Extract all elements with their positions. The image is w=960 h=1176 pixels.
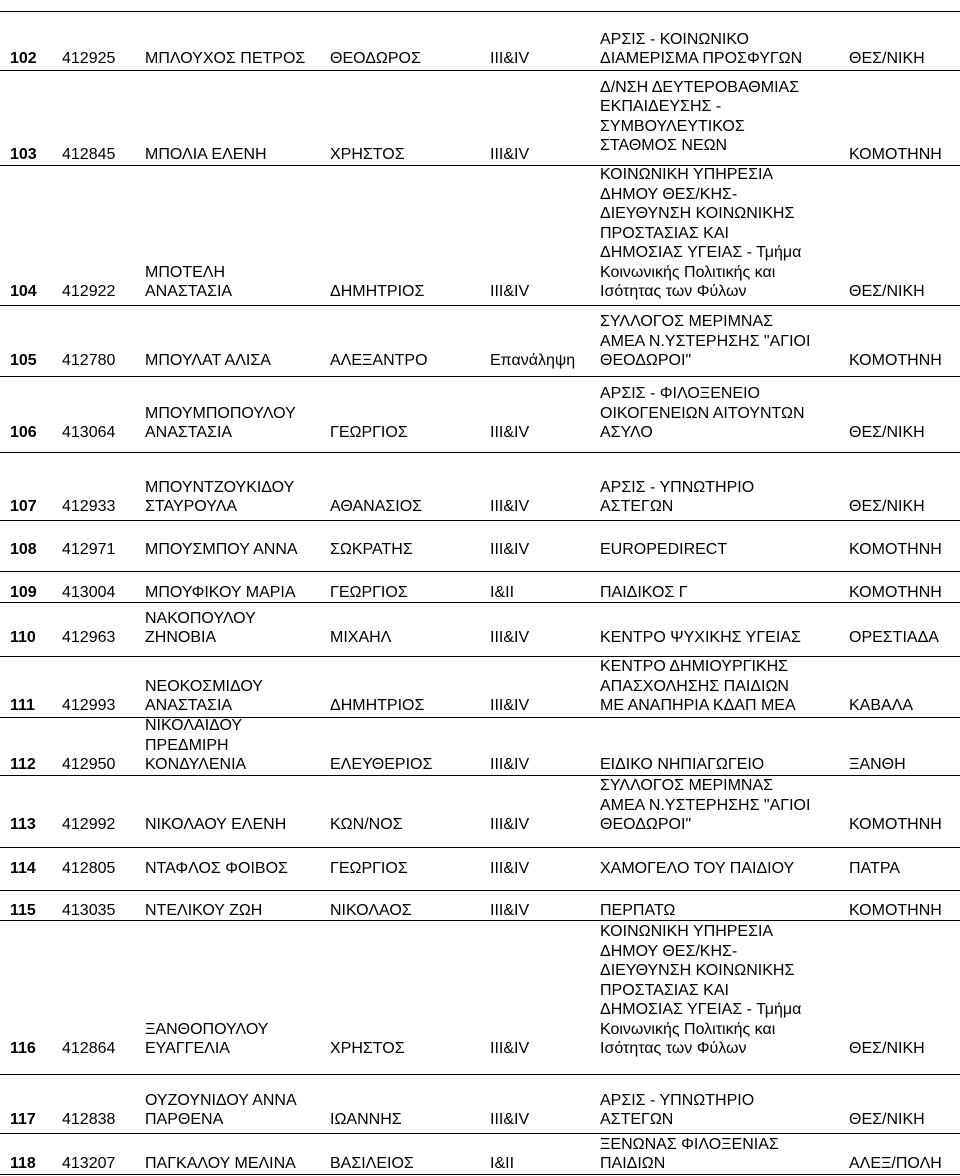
semester: Επανάληψη — [490, 352, 576, 370]
semester: III&IV — [490, 697, 530, 715]
text-line: ΣΤΑΘΜΟΣ ΝΕΩΝ — [600, 137, 728, 155]
placement-organization — [600, 1091, 754, 1130]
student-name — [145, 478, 294, 517]
semester: III&IV — [490, 860, 530, 878]
text-line: ΑΝΑΣΤΑΣΙΑ — [145, 424, 233, 442]
text-line: ΟΙΚΟΓΕΝΕΙΩΝ ΑΙΤΟΥΝΤΩΝ — [600, 404, 805, 422]
student-name: ΝΤΕΛΙΚΟΥ ΖΩΗ — [145, 902, 263, 920]
father-name: ΧΡΗΣΤΟΣ — [330, 1040, 405, 1058]
student-id: 412971 — [62, 541, 116, 559]
placement-city: ΚΟΜΟΤΗΝΗ — [849, 584, 942, 602]
text-line: ΘΕΟΔΩΡΟΙ" — [600, 816, 692, 834]
placement-organization — [600, 657, 796, 716]
table-row — [0, 602, 960, 656]
student-name — [145, 263, 232, 302]
student-id: 412925 — [62, 50, 116, 68]
text-line: ΟΥΖΟΥΝΙΔΟΥ ΑΝΝΑ — [145, 1091, 297, 1109]
placement-city: ΑΛΕΞ/ΠΟΛΗ — [849, 1155, 942, 1173]
table-row — [0, 890, 960, 920]
student-name — [145, 716, 246, 775]
semester: III&IV — [490, 902, 530, 920]
text-line: ΑΡΣΙΣ - ΥΠΝΩΤΗΡΙΟ — [600, 1091, 755, 1109]
placement-city: ΘΕΣ/ΝΙΚΗ — [849, 1111, 925, 1129]
student-id: 412993 — [62, 697, 116, 715]
text-line: ΑΜΕΑ Ν.ΥΣΤΕΡΗΣΗΣ "ΑΓΙΟΙ — [600, 332, 811, 350]
student-name: ΠΑΓΚΑΛΟΥ ΜΕΛΙΝΑ — [145, 1155, 296, 1173]
row-number: 104 — [10, 283, 37, 301]
text-line: ΠΡΕΔΜΙΡΗ — [145, 736, 229, 754]
placement-organization — [600, 776, 810, 835]
student-id: 412780 — [62, 352, 116, 370]
row-number: 117 — [10, 1111, 36, 1129]
semester: III&IV — [490, 50, 530, 68]
text-line: Κοινωνικής Πολιτικής και — [600, 1020, 776, 1038]
semester: III&IV — [490, 1111, 530, 1129]
text-line: ΝΕΟΚΟΣΜΙΔΟΥ — [145, 677, 263, 695]
text-line: ΝΙΚΟΛΑΙΔΟΥ — [145, 717, 243, 735]
text-line: ΕΥΑΓΓΕΛΙΑ — [145, 1040, 230, 1058]
text-line: ΑΣΤΕΓΩΝ — [600, 1111, 674, 1129]
student-id: 412963 — [62, 629, 116, 647]
table-row — [0, 165, 960, 305]
student-name: ΝΤΑΦΛΟΣ ΦΟΙΒΟΣ — [145, 860, 288, 878]
text-line: ΠΡΟΣΤΑΣΙΑΣ ΚΑΙ — [600, 981, 729, 999]
text-line: ΘΕΟΔΩΡΟΙ" — [600, 352, 692, 370]
father-name: ΔΗΜΗΤΡΙΟΣ — [330, 697, 425, 715]
placement-organization — [600, 78, 799, 156]
father-name: ΧΡΗΣΤΟΣ — [330, 146, 405, 164]
father-name: ΓΕΩΡΓΙΟΣ — [330, 860, 408, 878]
text-line: ΑΣΤΕΓΩΝ — [600, 498, 674, 516]
text-line: ΔΗΜΟΣΙΑΣ ΥΓΕΙΑΣ - Τμήμα — [600, 244, 802, 262]
text-line: ΣΥΛΛΟΓΟΣ ΜΕΡΙΜΝΑΣ — [600, 777, 774, 795]
student-name: ΜΠΟΥΛΑΤ ΑΛΙΣΑ — [145, 352, 271, 370]
table-row — [0, 920, 960, 1074]
father-name: ΓΕΩΡΓΙΟΣ — [330, 584, 408, 602]
table-row — [0, 775, 960, 847]
table-row — [0, 571, 960, 602]
row-number: 118 — [10, 1155, 36, 1173]
placement-city: ΠΑΤΡΑ — [849, 860, 900, 878]
placement-organization — [600, 922, 801, 1059]
semester: III&IV — [490, 816, 530, 834]
text-line: Ισότητας των Φύλων — [600, 1040, 747, 1058]
student-name: ΝΙΚΟΛΑΟΥ ΕΛΕΝΗ — [145, 816, 287, 834]
student-name: ΜΠΛΟΥΧΟΣ ΠΕΤΡΟΣ — [145, 50, 306, 68]
text-line: ΑΜΕΑ Ν.ΥΣΤΕΡΗΣΗΣ "ΑΓΙΟΙ — [600, 796, 811, 814]
placement-city: ΞΑΝΘΗ — [849, 756, 906, 774]
row-number: 114 — [10, 860, 36, 878]
table-row — [0, 305, 960, 376]
student-name — [145, 404, 296, 443]
row-number: 109 — [10, 584, 37, 602]
student-id: 412864 — [62, 1040, 116, 1058]
text-line: ΚΕΝΤΡΟ ΔΗΜΙΟΥΡΓΙΚΗΣ — [600, 658, 789, 676]
father-name: ΙΩΑΝΝΗΣ — [330, 1111, 402, 1129]
father-name: ΓΕΩΡΓΙΟΣ — [330, 424, 408, 442]
student-id: 412933 — [62, 498, 116, 516]
placement-city: ΘΕΣ/ΝΙΚΗ — [849, 50, 925, 68]
row-rule — [0, 1174, 960, 1175]
student-id: 412805 — [62, 860, 116, 878]
student-id: 413004 — [62, 584, 116, 602]
row-number: 103 — [10, 146, 37, 164]
text-line: ΜΕ ΑΝΑΠΗΡΙΑ ΚΔΑΠ ΜΕΑ — [600, 697, 796, 715]
father-name: ΔΗΜΗΤΡΙΟΣ — [330, 283, 425, 301]
placement-city: ΘΕΣ/ΝΙΚΗ — [849, 283, 925, 301]
text-line: ΜΠΟΥΝΤΖΟΥΚΙΔΟΥ — [145, 478, 295, 496]
text-line: ΣΤΑΥΡΟΥΛΑ — [145, 498, 238, 516]
student-id: 413207 — [62, 1155, 116, 1173]
placement-city: ΚΟΜΟΤΗΝΗ — [849, 902, 942, 920]
row-number: 106 — [10, 424, 37, 442]
semester: III&IV — [490, 498, 530, 516]
father-name: ΑΛΕΞΑΝΤΡΟ — [330, 352, 428, 370]
text-line: ΑΝΑΣΤΑΣΙΑ — [145, 283, 233, 301]
text-line: ΖΗΝΟΒΙΑ — [145, 629, 217, 647]
text-line: ΔΙΑΜΕΡΙΣΜΑ ΠΡΟΣΦΥΓΩΝ — [600, 50, 803, 68]
text-line: ΞΕΝΩΝΑΣ ΦΙΛΟΞΕΝΙΑΣ — [600, 1135, 779, 1153]
placement-organization: ΠΑΙΔΙΚΟΣ Γ — [600, 584, 688, 602]
text-line: ΞΑΝΘΟΠΟΥΛΟΥ — [145, 1020, 269, 1038]
father-name: ΣΩΚΡΑΤΗΣ — [330, 541, 413, 559]
text-line: ΠΡΟΣΤΑΣΙΑΣ ΚΑΙ — [600, 224, 729, 242]
table-row — [0, 452, 960, 520]
placement-city: ΚΑΒΑΛΑ — [849, 697, 914, 715]
placement-organization — [600, 384, 805, 443]
father-name: ΒΑΣΙΛΕΙΟΣ — [330, 1155, 414, 1173]
text-line: ΑΡΣΙΣ - ΦΙΛΟΞΕΝΕΙΟ — [600, 385, 760, 403]
placement-organization: ΠΕΡΠΑΤΩ — [600, 902, 676, 920]
placement-city: ΚΟΜΟΤΗΝΗ — [849, 541, 942, 559]
semester: III&IV — [490, 283, 530, 301]
table-row — [0, 1074, 960, 1133]
table-row — [0, 847, 960, 890]
student-id: 412922 — [62, 283, 116, 301]
row-number: 115 — [10, 902, 36, 920]
table-row — [0, 717, 960, 775]
text-line: ΣΥΜΒΟΥΛΕΥΤΙΚΟΣ — [600, 117, 745, 135]
row-number: 112 — [10, 756, 36, 774]
text-line: ΝΑΚΟΠΟΥΛΟΥ — [145, 609, 256, 627]
student-id: 413064 — [62, 424, 116, 442]
text-line: ΑΝΑΣΤΑΣΙΑ — [145, 697, 233, 715]
father-name: ΕΛΕΥΘΕΡΙΟΣ — [330, 756, 433, 774]
student-name: ΜΠΟΛΙΑ ΕΛΕΝΗ — [145, 146, 267, 164]
text-line: Ισότητας των Φύλων — [600, 283, 747, 301]
student-id: 412845 — [62, 146, 116, 164]
text-line: ΑΣΥΛΟ — [600, 424, 653, 442]
placement-organization: ΕΙΔΙΚΟ ΝΗΠΙΑΓΩΓΕΙΟ — [600, 756, 765, 774]
placement-city: ΚΟΜΟΤΗΝΗ — [849, 816, 942, 834]
semester: III&IV — [490, 146, 530, 164]
text-line: ΜΠΟΥΜΠΟΠΟΥΛΟΥ — [145, 404, 296, 422]
placement-organization: ΚΕΝΤΡΟ ΨΥΧΙΚΗΣ ΥΓΕΙΑΣ — [600, 629, 801, 647]
semester: III&IV — [490, 629, 530, 647]
row-number: 113 — [10, 816, 36, 834]
placement-organization — [600, 165, 801, 302]
father-name: ΑΘΑΝΑΣΙΟΣ — [330, 498, 423, 516]
row-number: 110 — [10, 629, 36, 647]
student-name: ΜΠΟΥΦΙΚΟΥ ΜΑΡΙΑ — [145, 584, 296, 602]
semester: III&IV — [490, 424, 530, 442]
placement-organization: EUROPEDIRECT — [600, 541, 728, 559]
row-number: 105 — [10, 352, 37, 370]
semester: III&IV — [490, 756, 530, 774]
student-id: 412838 — [62, 1111, 116, 1129]
text-line: ΔΗΜΟΥ ΘΕΣ/ΚΗΣ- — [600, 942, 738, 960]
row-number: 107 — [10, 498, 37, 516]
text-line: ΔΙΕΥΘΥΝΣΗ ΚΟΙΝΩΝΙΚΗΣ — [600, 962, 795, 980]
text-line: Δ/ΝΣΗ ΔΕΥΤΕΡΟΒΑΘΜΙΑΣ — [600, 78, 800, 96]
student-name: ΜΠΟΥΣΜΠΟΥ ΑΝΝΑ — [145, 541, 298, 559]
student-id: 412992 — [62, 816, 116, 834]
father-name: ΚΩΝ/ΝΟΣ — [330, 816, 403, 834]
text-line: ΔΙΕΥΘΥΝΣΗ ΚΟΙΝΩΝΙΚΗΣ — [600, 205, 795, 223]
row-number: 102 — [10, 50, 37, 68]
text-line: ΑΡΣΙΣ - ΥΠΝΩΤΗΡΙΟ — [600, 478, 755, 496]
text-line: ΔΗΜΟΥ ΘΕΣ/ΚΗΣ- — [600, 185, 738, 203]
placement-city: ΟΡΕΣΤΙΑΔΑ — [849, 629, 939, 647]
placement-city: ΘΕΣ/ΝΙΚΗ — [849, 424, 925, 442]
placement-organization — [600, 30, 802, 69]
table-row — [0, 520, 960, 571]
placement-city: ΘΕΣ/ΝΙΚΗ — [849, 498, 925, 516]
row-number: 116 — [10, 1040, 36, 1058]
text-line: ΠΑΙΔΙΩΝ — [600, 1155, 666, 1173]
father-name: ΘΕΟΔΩΡΟΣ — [330, 50, 421, 68]
text-line: ΜΠΟΤΕΛΗ — [145, 263, 226, 281]
student-id: 412950 — [62, 756, 116, 774]
text-line: ΑΡΣΙΣ - ΚΟΙΝΩΝΙΚΟ — [600, 30, 749, 48]
text-line: ΣΥΛΛΟΓΟΣ ΜΕΡΙΜΝΑΣ — [600, 313, 774, 331]
row-number: 108 — [10, 541, 37, 559]
semester: I&II — [490, 584, 515, 602]
semester: I&II — [490, 1155, 515, 1173]
text-line: ΚΟΙΝΩΝΙΚΗ ΥΠΗΡΕΣΙΑ — [600, 166, 774, 184]
student-id: 413035 — [62, 902, 116, 920]
placement-city: ΚΟΜΟΤΗΝΗ — [849, 352, 942, 370]
semester: III&IV — [490, 541, 530, 559]
row-number: 111 — [10, 697, 35, 715]
text-line: Κοινωνικής Πολιτικής και — [600, 263, 776, 281]
placement-organization — [600, 1135, 779, 1174]
semester: III&IV — [490, 1040, 530, 1058]
placement-city: ΘΕΣ/ΝΙΚΗ — [849, 1040, 925, 1058]
table-row — [0, 70, 960, 165]
student-name — [145, 677, 263, 716]
father-name: ΝΙΚΟΛΑΟΣ — [330, 902, 412, 920]
text-line: ΚΟΙΝΩΝΙΚΗ ΥΠΗΡΕΣΙΑ — [600, 923, 774, 941]
father-name: ΜΙΧΑΗΛ — [330, 629, 392, 647]
placement-organization — [600, 478, 754, 517]
placement-organization — [600, 312, 810, 371]
student-name — [145, 1020, 268, 1059]
table-row — [0, 1133, 960, 1174]
table-row — [0, 11, 960, 70]
text-line: ΠΑΡΘΕΝΑ — [145, 1111, 224, 1129]
text-line: ΑΠΑΣΧΟΛΗΣΗΣ ΠΑΙΔΙΩΝ — [600, 677, 789, 695]
text-line: ΕΚΠΑΙΔΕΥΣΗΣ - — [600, 98, 722, 116]
text-line: ΚΟΝΔΥΛΕΝΙΑ — [145, 756, 247, 774]
placement-city: ΚΟΜΟΤΗΝΗ — [849, 146, 942, 164]
text-line: ΔΗΜΟΣΙΑΣ ΥΓΕΙΑΣ - Τμήμα — [600, 1001, 802, 1019]
table-row — [0, 376, 960, 452]
student-name — [145, 609, 256, 648]
placement-organization: ΧΑΜΟΓΕΛΟ ΤΟΥ ΠΑΙΔΙΟΥ — [600, 860, 795, 878]
student-name — [145, 1091, 297, 1130]
table-row — [0, 656, 960, 717]
